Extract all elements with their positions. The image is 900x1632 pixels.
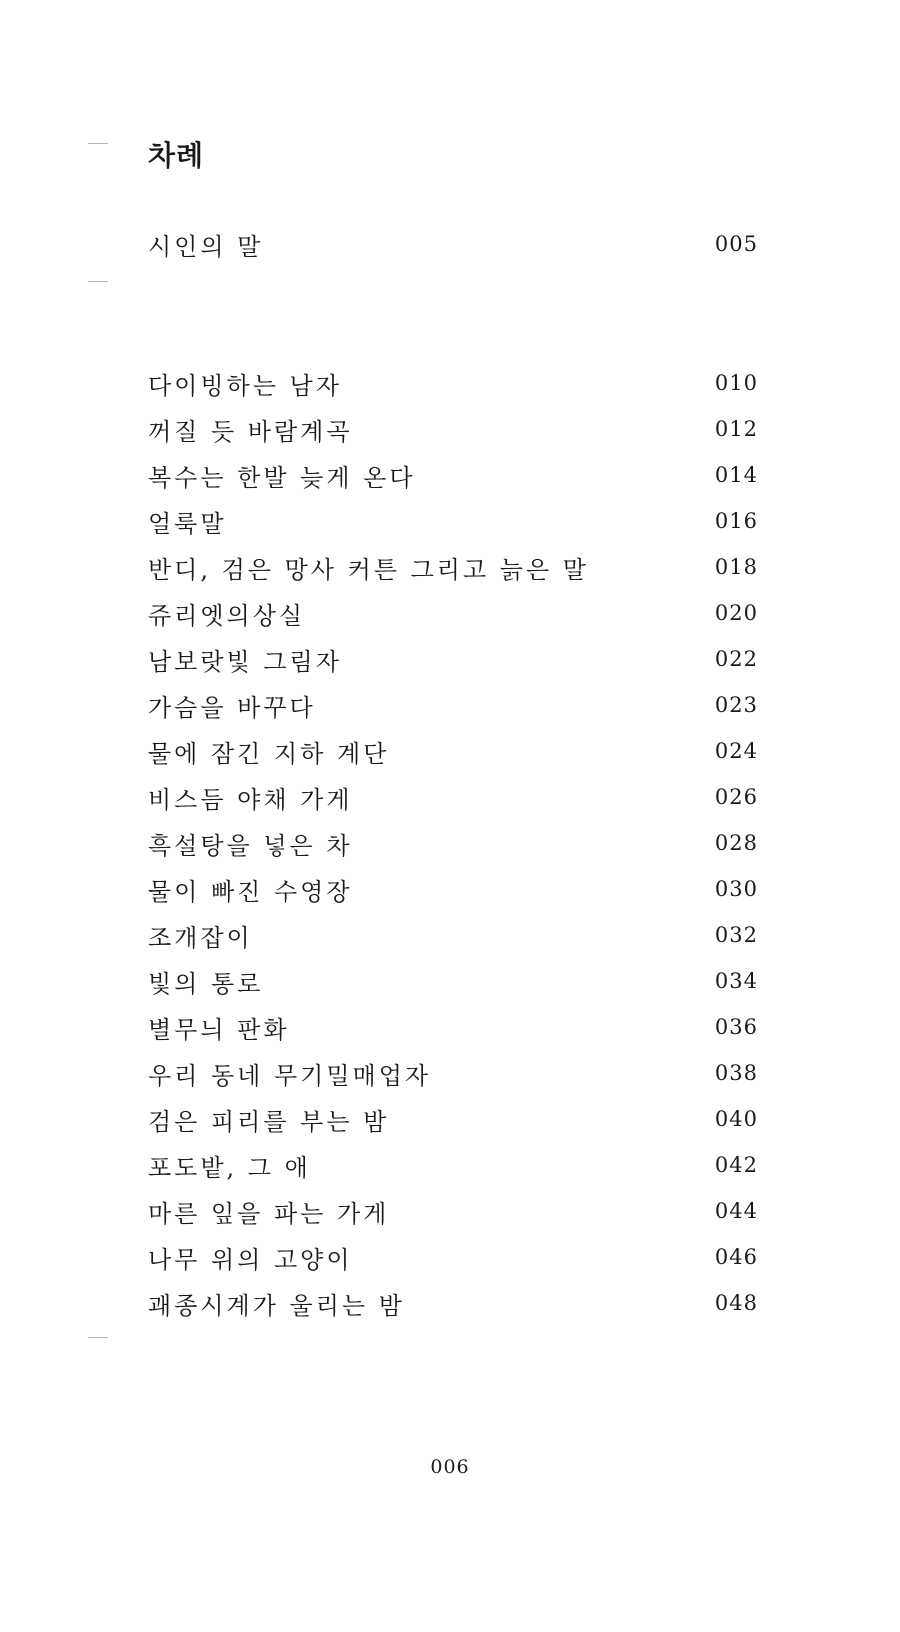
toc-entry-page: 038 (714, 1061, 758, 1085)
page-title: 차례 (148, 139, 205, 172)
toc-entry-page: 042 (714, 1153, 758, 1177)
toc-entry-title: 쥬리엣의상실 (148, 601, 306, 630)
toc-list (148, 360, 758, 1326)
toc-entry-title: 비스듬 야채 가게 (148, 785, 353, 814)
toc-entry-page: 036 (714, 1015, 758, 1039)
toc-entry (148, 774, 758, 820)
toc-entry (148, 1142, 758, 1188)
toc-entry-page: 023 (714, 693, 758, 717)
toc-entry (148, 820, 758, 866)
toc-entry-page: 022 (714, 647, 758, 671)
toc-entry (148, 1004, 758, 1050)
toc-entry-page: 012 (714, 417, 758, 441)
toc-entry-preface (148, 224, 758, 264)
toc-entry-title: 별무늬 판화 (148, 1015, 290, 1044)
toc-entry-page: 020 (714, 601, 758, 625)
toc-entry (148, 590, 758, 636)
toc-entry-page: 048 (714, 1291, 758, 1315)
toc-entry (148, 636, 758, 682)
toc-entry (148, 912, 758, 958)
toc-entry (148, 958, 758, 1004)
toc-entry-page: 005 (714, 232, 758, 256)
toc-entry-page: 026 (714, 785, 758, 809)
toc-entry-title: 가슴을 바꾸다 (148, 693, 316, 722)
toc-entry-page: 046 (714, 1245, 758, 1269)
toc-entry-page: 034 (714, 969, 758, 993)
toc-entry (148, 406, 758, 452)
toc-entry-page: 044 (714, 1199, 758, 1223)
toc-entry (148, 682, 758, 728)
toc-entry-page: 024 (714, 739, 758, 763)
section-marker-2 (88, 281, 108, 282)
toc-entry-title: 괘종시계가 울리는 밤 (148, 1291, 405, 1320)
toc-entry-title: 검은 피리를 부는 밤 (148, 1107, 390, 1136)
toc-entry-title: 흑설탕을 넣은 차 (148, 831, 353, 860)
toc-entry (148, 728, 758, 774)
toc-entry-title: 시인의 말 (148, 232, 264, 261)
toc-entry-title: 마른 잎을 파는 가게 (148, 1199, 390, 1228)
toc-entry-title: 우리 동네 무기밀매업자 (148, 1061, 432, 1090)
toc-entry-title: 얼룩말 (148, 509, 227, 538)
toc-entry-title: 포도밭, 그 애 (148, 1153, 311, 1182)
toc-entry-page: 016 (714, 509, 758, 533)
toc-entry (148, 498, 758, 544)
section-marker-1 (88, 143, 108, 144)
toc-entry-page: 010 (714, 371, 758, 395)
toc-entry-title: 다이빙하는 남자 (148, 371, 342, 400)
toc-entry-page: 032 (714, 923, 758, 947)
toc-entry-title: 나무 위의 고양이 (148, 1245, 353, 1274)
toc-entry-title: 조개잡이 (148, 923, 253, 952)
toc-entry (148, 452, 758, 498)
toc-entry (148, 1234, 758, 1280)
toc-entry (148, 544, 758, 590)
toc-entry (148, 866, 758, 912)
toc-entry-title: 물이 빠진 수영장 (148, 877, 353, 906)
toc-entry-title: 복수는 한발 늦게 온다 (148, 463, 416, 492)
section-marker-3 (88, 1337, 108, 1338)
toc-entry-page: 018 (714, 555, 758, 579)
toc-entry-title: 남보랏빛 그림자 (148, 647, 342, 676)
toc-entry-page: 030 (714, 877, 758, 901)
toc-entry-page: 014 (714, 463, 758, 487)
toc-entry (148, 1050, 758, 1096)
toc-entry-title: 빛의 통로 (148, 969, 264, 998)
toc-entry (148, 360, 758, 406)
toc-entry-title: 반디, 검은 망사 커튼 그리고 늙은 말 (148, 555, 589, 584)
toc-entry-page: 028 (714, 831, 758, 855)
toc-entry (148, 1096, 758, 1142)
toc-entry (148, 1280, 758, 1326)
toc-entry-title: 꺼질 듯 바람계곡 (148, 417, 353, 446)
toc-entry-title: 물에 잠긴 지하 계단 (148, 739, 390, 768)
toc-entry-page: 040 (714, 1107, 758, 1131)
toc-entry (148, 1188, 758, 1234)
page-number: 006 (430, 1456, 470, 1478)
